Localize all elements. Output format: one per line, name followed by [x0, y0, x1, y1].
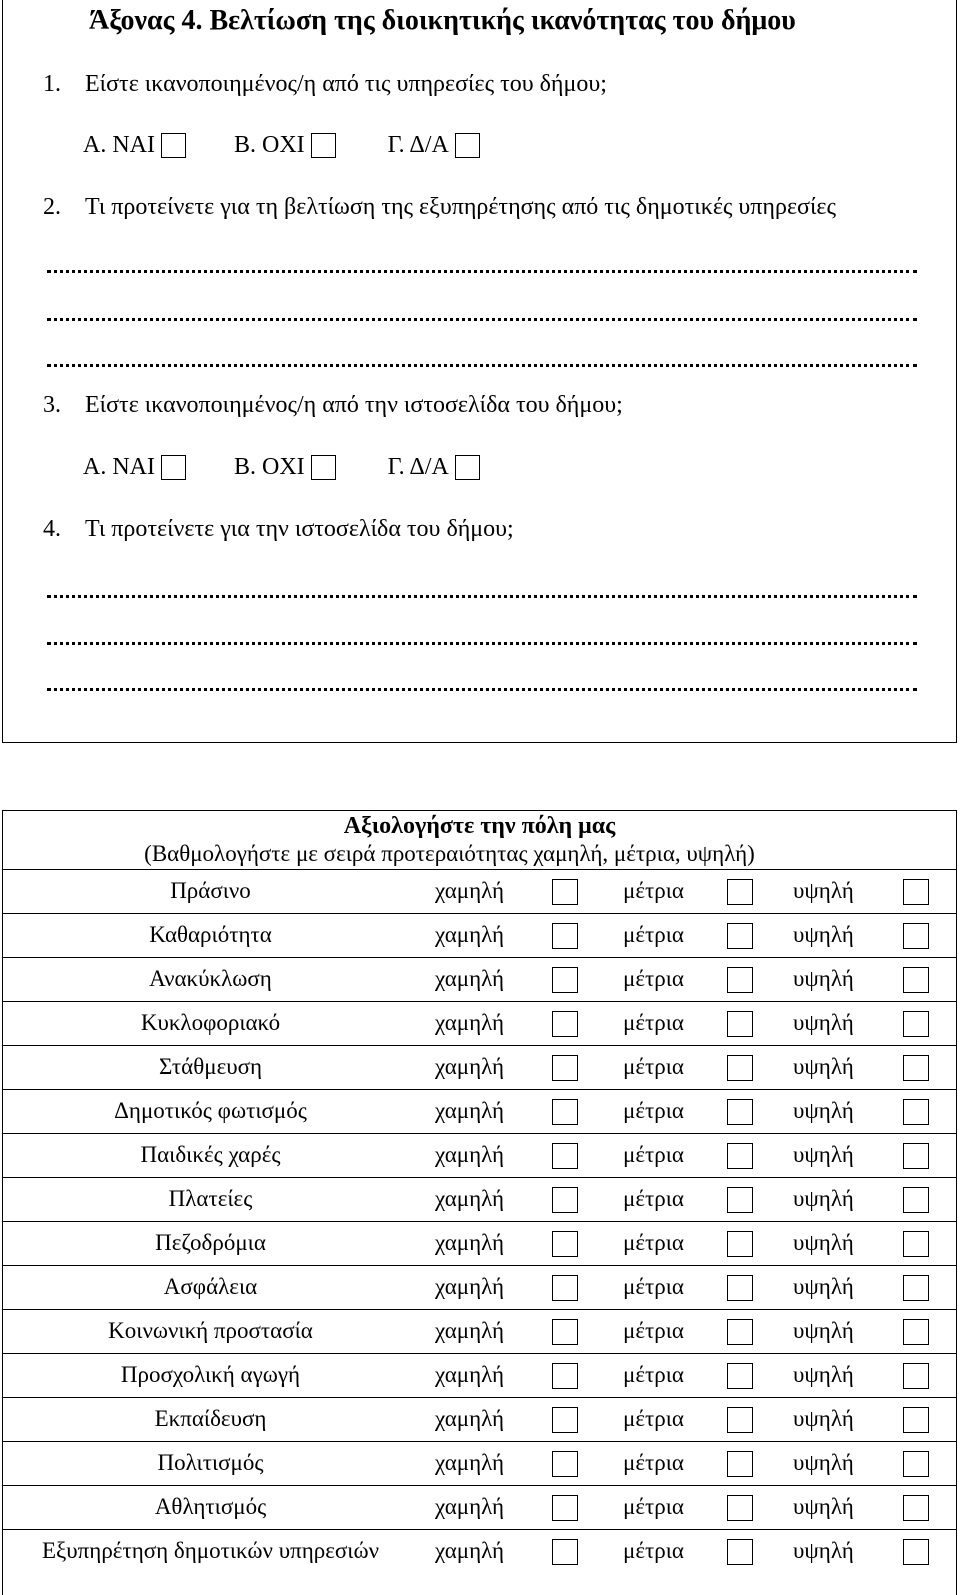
- answer-line-q2-3[interactable]: [47, 355, 917, 369]
- level-mid-label: μέτρια: [623, 1362, 684, 1387]
- mid-checkbox[interactable]: [727, 1231, 753, 1257]
- level-low-label: χαμηλή: [435, 878, 505, 903]
- criterion-label: Καθαριότητα: [149, 922, 272, 947]
- rating-title: Αξιολογήστε την πόλη μας: [343, 813, 616, 839]
- level-mid-label: μέτρια: [623, 1230, 684, 1255]
- criterion-label: Κοινωνική προστασία: [108, 1318, 313, 1343]
- table-row: [3, 1530, 956, 1574]
- axis-4-section: [2, 0, 957, 743]
- level-mid-label: μέτρια: [623, 1538, 684, 1563]
- level-mid-label: μέτρια: [623, 1142, 684, 1167]
- level-low-label: χαμηλή: [435, 1362, 505, 1387]
- low-checkbox[interactable]: [552, 1407, 578, 1433]
- table-row: [3, 1178, 956, 1222]
- answer-line-q4-1[interactable]: [47, 586, 917, 600]
- level-low-label: χαμηλή: [435, 1142, 505, 1167]
- q1-no-checkbox[interactable]: [311, 133, 336, 158]
- low-checkbox[interactable]: [552, 1495, 578, 1521]
- low-checkbox[interactable]: [552, 1099, 578, 1125]
- mid-checkbox[interactable]: [727, 1275, 753, 1301]
- high-checkbox[interactable]: [903, 1495, 929, 1521]
- level-low-label: χαμηλή: [435, 1406, 505, 1431]
- question-3-options: [83, 454, 480, 481]
- table-row: [3, 1442, 956, 1486]
- option-label: Γ. Δ/Α: [387, 132, 449, 158]
- low-checkbox[interactable]: [552, 1539, 578, 1565]
- level-low-label: χαμηλή: [435, 1230, 505, 1255]
- level-mid-label: μέτρια: [623, 1186, 684, 1211]
- mid-checkbox[interactable]: [727, 1143, 753, 1169]
- low-checkbox[interactable]: [552, 1319, 578, 1345]
- level-high-label: υψηλή: [793, 1186, 854, 1211]
- mid-checkbox[interactable]: [727, 1495, 753, 1521]
- city-rating-table: [2, 810, 957, 1595]
- low-checkbox[interactable]: [552, 923, 578, 949]
- low-checkbox[interactable]: [552, 1231, 578, 1257]
- level-low-label: χαμηλή: [435, 922, 505, 947]
- high-checkbox[interactable]: [903, 923, 929, 949]
- high-checkbox[interactable]: [903, 1055, 929, 1081]
- level-mid-label: μέτρια: [623, 1054, 684, 1079]
- low-checkbox[interactable]: [552, 1363, 578, 1389]
- level-low-label: χαμηλή: [435, 1010, 505, 1035]
- level-low-label: χαμηλή: [435, 1450, 505, 1475]
- rating-rows: [3, 870, 956, 1574]
- criterion-label: Αθλητισμός: [154, 1494, 267, 1519]
- level-high-label: υψηλή: [793, 966, 854, 991]
- question-number: 1.: [43, 71, 61, 97]
- option-na: [388, 132, 480, 159]
- rating-instructions: (Βαθμολογήστε με σειρά προτεραιότητας χαμηλή, μέτρια, υψηλή): [144, 841, 755, 866]
- high-checkbox[interactable]: [903, 1407, 929, 1433]
- question-4: [43, 516, 514, 543]
- low-checkbox[interactable]: [552, 1055, 578, 1081]
- level-mid-label: μέτρια: [623, 1494, 684, 1519]
- criterion-label: Πράσινο: [170, 878, 251, 903]
- low-checkbox[interactable]: [552, 1275, 578, 1301]
- level-high-label: υψηλή: [793, 1230, 854, 1255]
- table-row: [3, 958, 956, 1002]
- table-row: [3, 1134, 956, 1178]
- criterion-label: Πολιτισμός: [157, 1450, 264, 1475]
- q3-yes-checkbox[interactable]: [161, 455, 186, 480]
- level-mid-label: μέτρια: [623, 1098, 684, 1123]
- level-mid-label: μέτρια: [623, 922, 684, 947]
- question-text: Είστε ικανοποιημένος/η από την ιστοσελίδα του δήμου;: [85, 392, 623, 418]
- table-row: [3, 870, 956, 914]
- table-row: [3, 1002, 956, 1046]
- level-high-label: υψηλή: [793, 1142, 854, 1167]
- low-checkbox[interactable]: [552, 1011, 578, 1037]
- high-checkbox[interactable]: [903, 1231, 929, 1257]
- level-high-label: υψηλή: [793, 1318, 854, 1343]
- option-na: [388, 454, 480, 481]
- option-yes: [83, 454, 186, 481]
- axis-title: Άξονας 4. Βελτίωση της διοικητικής ικανότητας του δήμου: [89, 5, 796, 36]
- criterion-label: Ανακύκλωση: [149, 966, 272, 991]
- criterion-label: Πλατείες: [168, 1186, 253, 1211]
- level-high-label: υψηλή: [793, 1406, 854, 1431]
- criterion-label: Δημοτικός φωτισμός: [114, 1098, 307, 1123]
- table-row: [3, 1310, 956, 1354]
- table-row: [3, 1046, 956, 1090]
- mid-checkbox[interactable]: [727, 1407, 753, 1433]
- question-text: Τι προτείνετε για τη βελτίωση της εξυπηρέτησης από τις δημοτικές υπηρεσίες: [85, 194, 836, 220]
- low-checkbox[interactable]: [552, 1143, 578, 1169]
- mid-checkbox[interactable]: [727, 967, 753, 993]
- mid-checkbox[interactable]: [727, 1099, 753, 1125]
- criterion-label: Παιδικές χαρές: [140, 1142, 281, 1167]
- answer-line-q2-2[interactable]: [47, 309, 917, 323]
- high-checkbox[interactable]: [903, 1011, 929, 1037]
- criterion-label: Εκπαίδευση: [154, 1406, 267, 1431]
- question-3: [43, 392, 623, 419]
- level-mid-label: μέτρια: [623, 966, 684, 991]
- level-low-label: χαμηλή: [435, 1494, 505, 1519]
- mid-checkbox[interactable]: [727, 1319, 753, 1345]
- criterion-label: Εξυπηρέτηση δημοτικών υπηρεσιών: [41, 1538, 379, 1563]
- mid-checkbox[interactable]: [727, 1363, 753, 1389]
- high-checkbox[interactable]: [903, 1451, 929, 1477]
- question-text: Είστε ικανοποιημένος/η από τις υπηρεσίες του δήμου;: [85, 71, 607, 97]
- high-checkbox[interactable]: [903, 1363, 929, 1389]
- criterion-label: Πεζοδρόμια: [155, 1230, 266, 1255]
- level-low-label: χαμηλή: [435, 1054, 505, 1079]
- q3-no-checkbox[interactable]: [311, 455, 336, 480]
- option-yes: [83, 132, 186, 159]
- question-number: 3.: [43, 392, 61, 418]
- option-label: Α. ΝΑΙ: [83, 454, 155, 480]
- table-row: [3, 1222, 956, 1266]
- level-mid-label: μέτρια: [623, 1274, 684, 1299]
- level-mid-label: μέτρια: [623, 1318, 684, 1343]
- criterion-label: Προσχολική αγωγή: [120, 1362, 301, 1387]
- rating-header: [3, 811, 956, 870]
- high-checkbox[interactable]: [903, 1319, 929, 1345]
- level-low-label: χαμηλή: [435, 1538, 505, 1563]
- mid-checkbox[interactable]: [727, 1187, 753, 1213]
- option-label: Γ. Δ/Α: [387, 454, 449, 480]
- level-mid-label: μέτρια: [623, 878, 684, 903]
- mid-checkbox[interactable]: [727, 1055, 753, 1081]
- criterion-label: Ασφάλεια: [163, 1274, 258, 1299]
- question-text: Τι προτείνετε για την ιστοσελίδα του δήμου;: [85, 516, 514, 542]
- criterion-label: Κυκλοφοριακό: [140, 1010, 281, 1035]
- level-high-label: υψηλή: [793, 1010, 854, 1035]
- criterion-label: Στάθμευση: [158, 1054, 263, 1079]
- mid-checkbox[interactable]: [727, 1539, 753, 1565]
- option-label: Α. ΝΑΙ: [83, 132, 155, 158]
- low-checkbox[interactable]: [552, 967, 578, 993]
- option-label: Β. ΟΧΙ: [234, 454, 305, 480]
- level-high-label: υψηλή: [793, 1450, 854, 1475]
- answer-line-q4-2[interactable]: [47, 633, 917, 647]
- high-checkbox[interactable]: [903, 1275, 929, 1301]
- high-checkbox[interactable]: [903, 1099, 929, 1125]
- question-1: [43, 71, 607, 98]
- level-high-label: υψηλή: [793, 1494, 854, 1519]
- level-mid-label: μέτρια: [623, 1010, 684, 1035]
- question-number: 4.: [43, 516, 61, 542]
- low-checkbox[interactable]: [552, 879, 578, 905]
- level-high-label: υψηλή: [793, 1538, 854, 1563]
- option-no: [234, 132, 336, 159]
- table-row: [3, 914, 956, 958]
- mid-checkbox[interactable]: [727, 879, 753, 905]
- level-high-label: υψηλή: [793, 1274, 854, 1299]
- option-no: [234, 454, 336, 481]
- question-1-options: [83, 132, 480, 159]
- mid-checkbox[interactable]: [727, 1451, 753, 1477]
- q3-na-checkbox[interactable]: [455, 455, 480, 480]
- high-checkbox[interactable]: [903, 879, 929, 905]
- high-checkbox[interactable]: [903, 1187, 929, 1213]
- table-row: [3, 1266, 956, 1310]
- level-mid-label: μέτρια: [623, 1450, 684, 1475]
- level-low-label: χαμηλή: [435, 966, 505, 991]
- answer-line-q4-3[interactable]: [47, 679, 917, 693]
- answer-line-q2-1[interactable]: [47, 261, 917, 275]
- high-checkbox[interactable]: [903, 1539, 929, 1565]
- level-high-label: υψηλή: [793, 878, 854, 903]
- table-row: [3, 1090, 956, 1134]
- q1-na-checkbox[interactable]: [455, 133, 480, 158]
- level-high-label: υψηλή: [793, 1362, 854, 1387]
- mid-checkbox[interactable]: [727, 923, 753, 949]
- question-2: [43, 194, 836, 221]
- low-checkbox[interactable]: [552, 1187, 578, 1213]
- level-low-label: χαμηλή: [435, 1186, 505, 1211]
- level-high-label: υψηλή: [793, 1098, 854, 1123]
- table-row: [3, 1398, 956, 1442]
- level-low-label: χαμηλή: [435, 1318, 505, 1343]
- question-number: 2.: [43, 194, 61, 220]
- table-row: [3, 1354, 956, 1398]
- option-label: Β. ΟΧΙ: [234, 132, 305, 158]
- mid-checkbox[interactable]: [727, 1011, 753, 1037]
- high-checkbox[interactable]: [903, 967, 929, 993]
- level-high-label: υψηλή: [793, 922, 854, 947]
- q1-yes-checkbox[interactable]: [161, 133, 186, 158]
- table-row: [3, 1486, 956, 1530]
- high-checkbox[interactable]: [903, 1143, 929, 1169]
- level-mid-label: μέτρια: [623, 1406, 684, 1431]
- level-low-label: χαμηλή: [435, 1274, 505, 1299]
- level-high-label: υψηλή: [793, 1054, 854, 1079]
- low-checkbox[interactable]: [552, 1451, 578, 1477]
- level-low-label: χαμηλή: [435, 1098, 505, 1123]
